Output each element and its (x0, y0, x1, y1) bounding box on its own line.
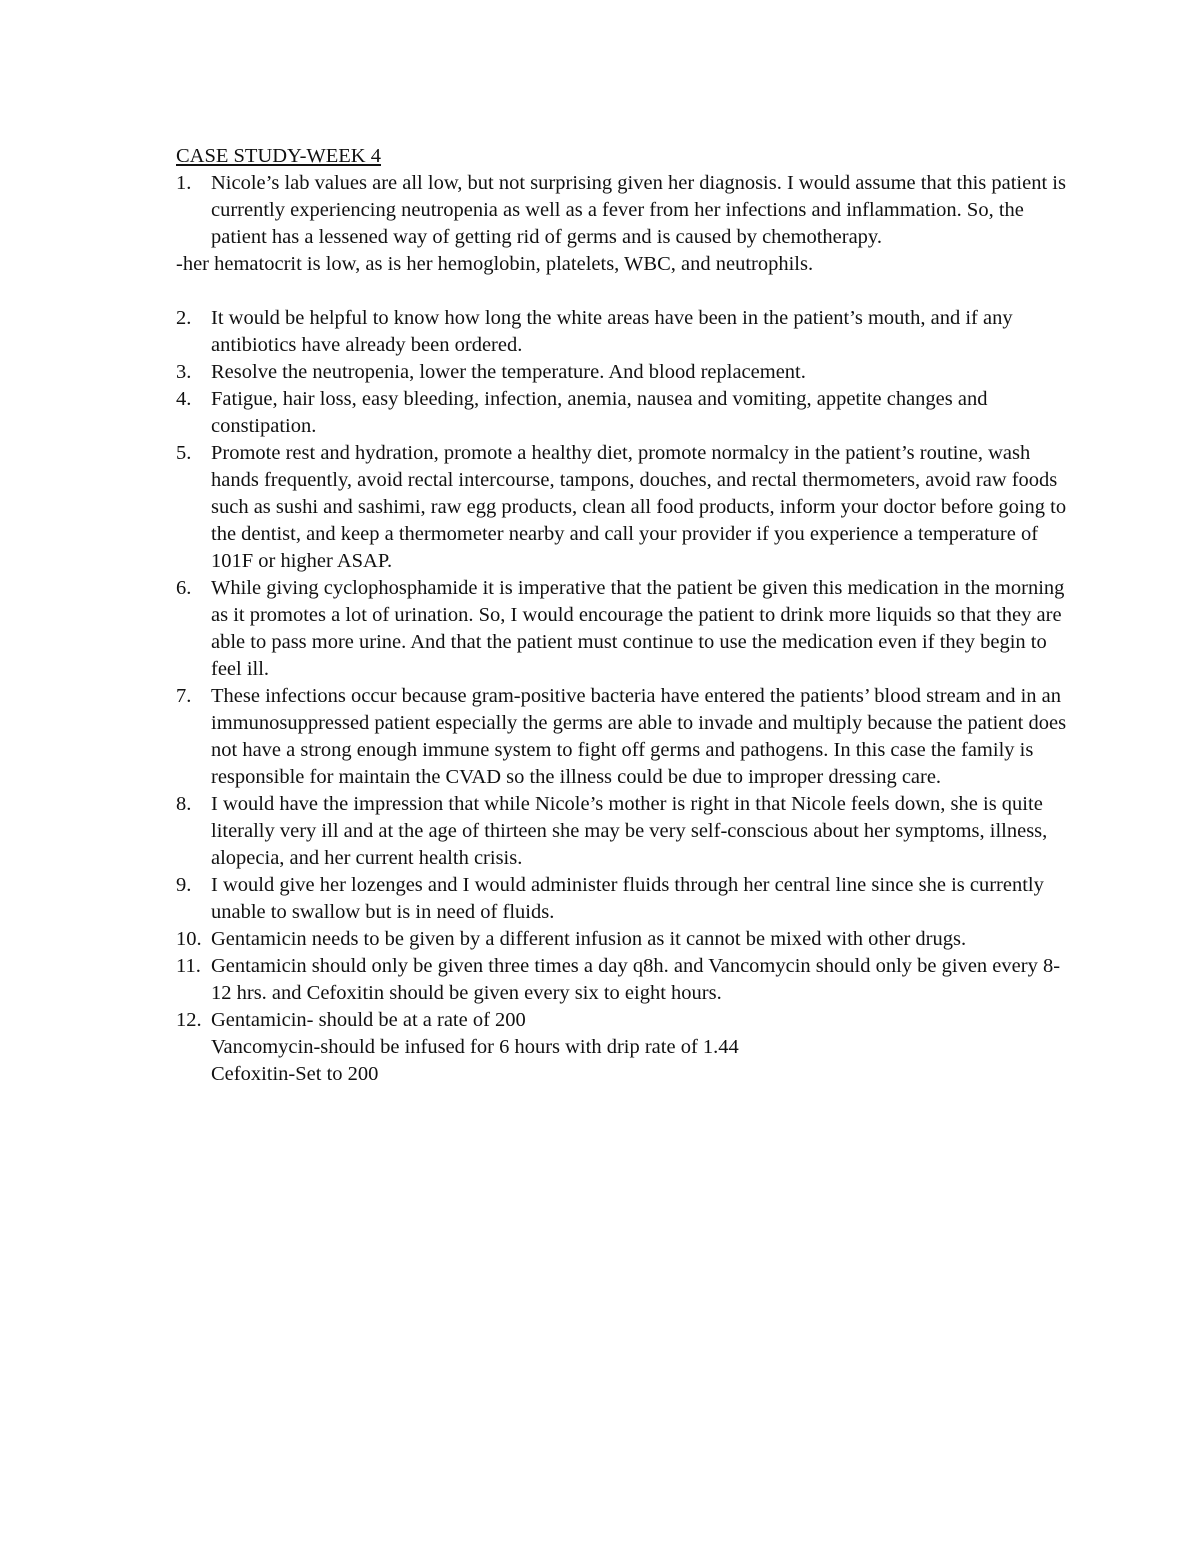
vancomycin-rate-line: Vancomycin-should be infused for 6 hours with drip rate of 1.44 (211, 1036, 739, 1058)
list-item-10 (176, 926, 1076, 953)
document-page (176, 143, 1076, 1088)
list-item-text: I would give her lozenges and I would administer fluids through her central line since she is currently unable to swallow but is in need of fluids. (211, 874, 1044, 923)
cefoxitin-rate-line: Cefoxitin-Set to 200 (211, 1063, 379, 1085)
list-item-1 (176, 170, 1076, 251)
list-item-4 (176, 386, 1076, 440)
list-item-text: It would be helpful to know how long the white areas have been in the patient’s mouth, and if any antibiotics have already been ordered. (211, 307, 1013, 356)
list-item-text: Gentamicin should only be given three times a day q8h. and Vancomycin should only be given every 8-12 hrs. and Cefoxitin should be given every six to eight hours. (211, 955, 1061, 1004)
list-item-text: I would have the impression that while Nicole’s mother is right in that Nicole feels down, she is quite literally very ill and at the age of thirteen she may be very self-conscious about her symptoms, illness, alopecia, and her current health crisis. (211, 793, 1048, 869)
paragraph-spacer (176, 278, 1076, 305)
list-item-3 (176, 359, 1076, 386)
list-item-number: 8. (176, 793, 192, 815)
list-item-number: 7. (176, 685, 192, 707)
list-item-11 (176, 953, 1076, 1007)
list-item-number: 1. (176, 172, 192, 194)
list-item-text: Nicole’s lab values are all low, but not surprising given her diagnosis. I would assume that this patient is currently experiencing neutropenia as well as a fever from her infections and inflammation. So, the patient has a lessened way of getting rid of germs and is caused by chemotherapy. (211, 172, 1066, 248)
list-item-6 (176, 575, 1076, 683)
list-item-text: Promote rest and hydration, promote a healthy diet, promote normalcy in the patient’s routine, wash hands frequently, avoid rectal intercourse, tampons, douches, and rectal thermometers, avoid raw foods such as sushi and sashimi, raw egg products, clean all food products, inform your doctor before going to the dentist, and keep a thermometer nearby and call your provider if you experience a temperature of 101F or higher ASAP. (211, 442, 1067, 572)
list-item-8 (176, 791, 1076, 872)
list-item-5 (176, 440, 1076, 575)
list-item-9 (176, 872, 1076, 926)
list-item-text: While giving cyclophosphamide it is imperative that the patient be given this medication in the morning as it promotes a lot of urination. So, I would encourage the patient to drink more liquids so that they are able to pass more urine. And that the patient must continue to use the medication even if they begin to feel ill. (211, 577, 1065, 680)
list-item-2 (176, 305, 1076, 359)
list-item-12 (176, 1007, 1076, 1088)
lab-note: -her hematocrit is low, as is her hemoglobin, platelets, WBC, and neutrophils. (176, 253, 814, 275)
list-item-text: Fatigue, hair loss, easy bleeding, infection, anemia, nausea and vomiting, appetite changes and constipation. (211, 388, 988, 437)
list-item-number: 2. (176, 307, 192, 329)
gentamicin-rate-line: Gentamicin- should be at a rate of 200 (211, 1009, 526, 1031)
list-item-number: 10. (176, 928, 202, 950)
list-item-number: 5. (176, 442, 192, 464)
list-item-text: Resolve the neutropenia, lower the temperature. And blood replacement. (211, 361, 806, 383)
list-item-7 (176, 683, 1076, 791)
list-item-number: 6. (176, 577, 192, 599)
list-item-text: Gentamicin needs to be given by a different infusion as it cannot be mixed with other drugs. (211, 928, 967, 950)
list-item-text: These infections occur because gram-positive bacteria have entered the patients’ blood stream and in an immunosuppressed patient especially the germs are able to invade and multiply because the patient does not have a strong enough immune system to fight off germs and pathogens. In this case the family is responsible for maintain the CVAD so the illness could be due to improper dressing care. (211, 685, 1067, 788)
list-item-number: 12. (176, 1009, 202, 1031)
list-item-number: 9. (176, 874, 192, 896)
list-item-number: 11. (176, 955, 201, 977)
list-item-number: 3. (176, 361, 192, 383)
list-item-number: 4. (176, 388, 192, 410)
document-title: CASE STUDY-WEEK 4 (176, 145, 381, 167)
